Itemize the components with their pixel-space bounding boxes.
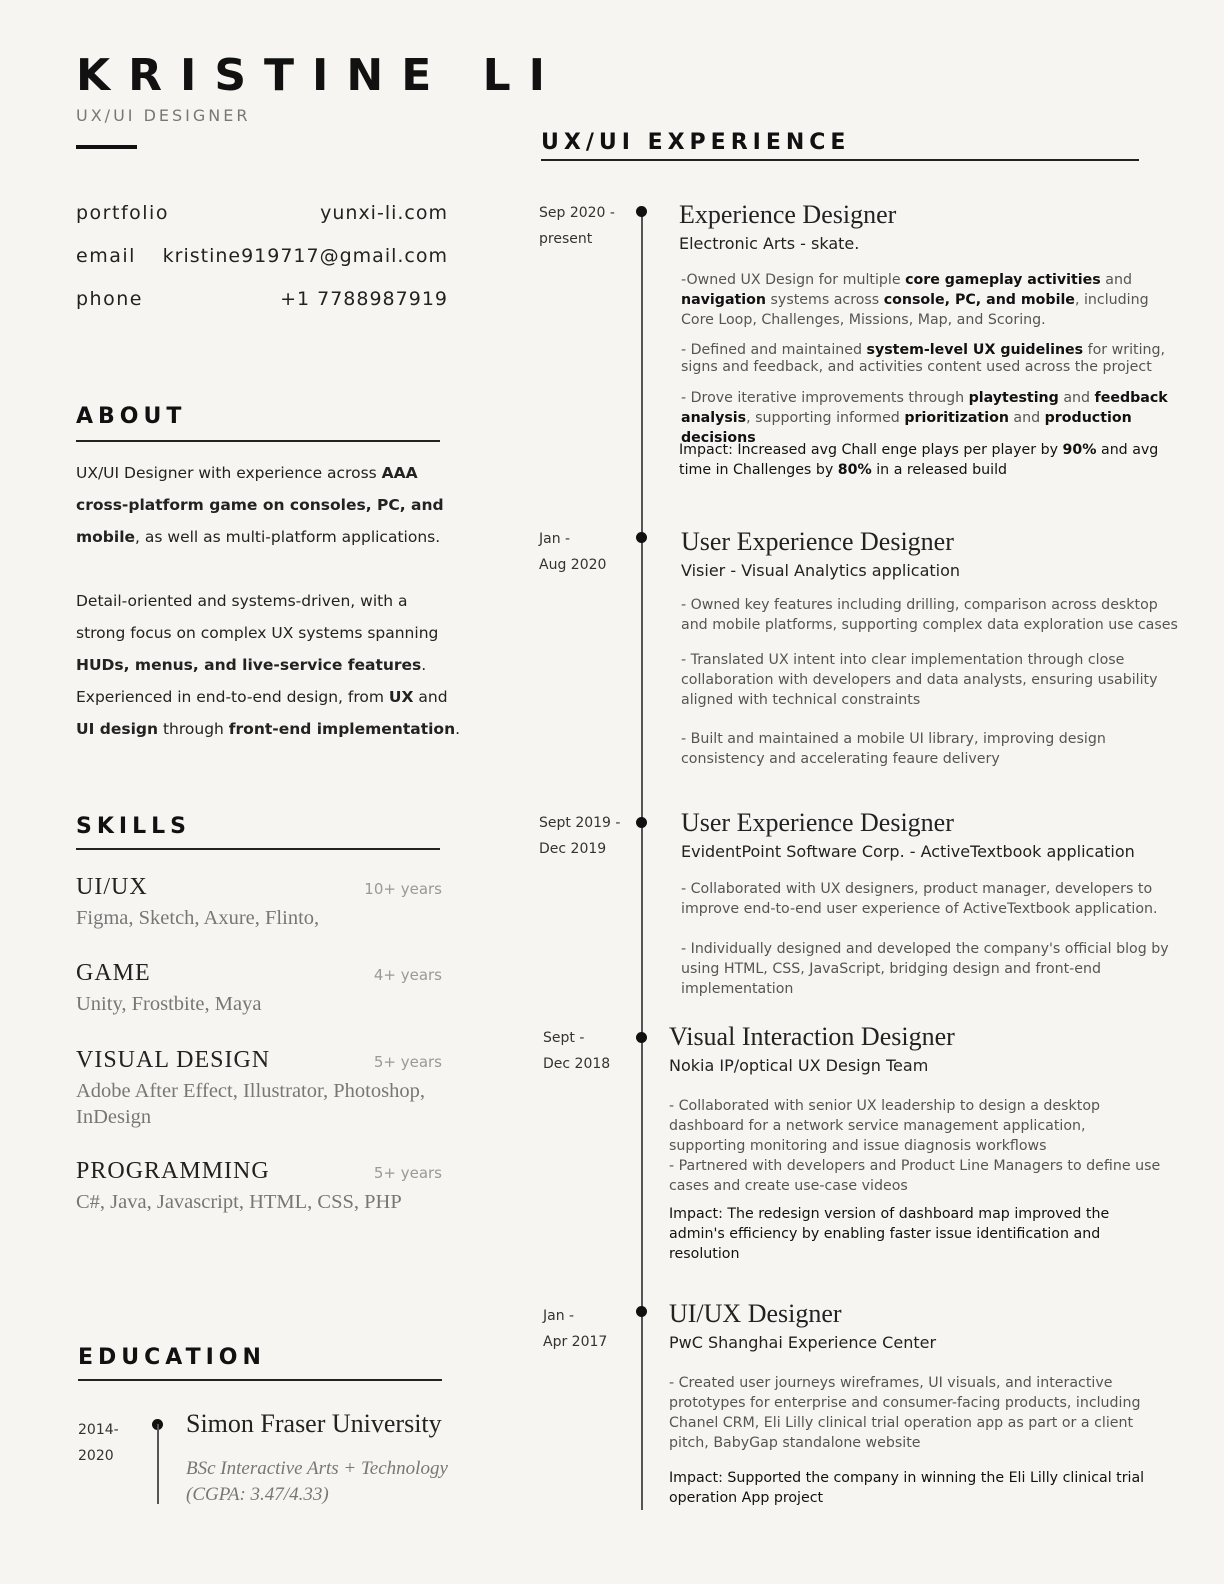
job-title: Visual Interaction Designer: [669, 1022, 955, 1051]
job-date: Sept 2019 - Dec 2019: [539, 815, 621, 857]
contact-label: phone: [76, 288, 143, 310]
skills-divider: [76, 848, 440, 850]
job-entry: [681, 808, 1186, 861]
skill-name: PROGRAMMING: [76, 1158, 270, 1184]
job-bullet: - Collaborated with UX designers, product manager, developers to improve end-to-end user experience of ActiveTextbook application.: [681, 881, 1158, 917]
about-heading: ABOUT: [76, 404, 187, 429]
job-bullet: - Individually designed and developed the company's official blog by using HTML, CSS, JavaScript, bridging design and front-end implementation: [681, 941, 1169, 997]
job-impact: Impact: Supported the company in winning the Eli Lilly clinical trial operation App project: [669, 1470, 1145, 1506]
skill-years: 5+ years: [373, 1164, 442, 1182]
company-name: EvidentPoint Software Corp. - ActiveTextbook application: [681, 842, 1135, 861]
job-bullet: - Created user journeys wireframes, UI visuals, and interactive prototypes for enterprise and consumer-facing products, including Chanel CRM, Eli Lilly clinical trial operation app as part or a client pitch, BabyGap standalone website: [669, 1375, 1141, 1451]
job-date: Jan - Aug 2020: [539, 531, 607, 573]
skill-name: GAME: [76, 960, 151, 986]
job-bullets: [669, 1096, 1164, 1196]
job-entry: [669, 1299, 1184, 1352]
job-bullet: -Owned UX Design for multiple core gameplay activities and navigation systems across console, PC, and mobile, including Core Loop, Challenges, Missions, Map, and Scoring.: [681, 272, 1149, 328]
skill-tools: Figma, Sketch, Axure, Flinto,: [76, 907, 320, 929]
timeline-dot: [636, 1306, 647, 1317]
about-paragraph-2: Detail-oriented and systems-driven, with a strong focus on complex UX systems spanning HUDs, menus, and live-service features. Experienced in end-to-end design, from UX and UI design through front-end implementation.: [76, 592, 461, 738]
skill-item: [76, 1158, 442, 1215]
education-date: 2014- 2020: [78, 1422, 119, 1464]
company-name: Electronic Arts - skate.: [679, 234, 860, 253]
job-impact: Impact: The redesign version of dashboard map improved the admin's efficiency by enabling faster issue identification and resolution: [669, 1206, 1110, 1262]
skill-name: VISUAL DESIGN: [76, 1047, 271, 1073]
job-bullet: - Built and maintained a mobile UI library, improving design consistency and accelerating feaure delivery: [681, 731, 1106, 767]
skill-tools: Adobe After Effect, Illustrator, Photoshop, InDesign: [76, 1080, 425, 1128]
experience-divider: [541, 159, 1139, 161]
job-bullets: [669, 1373, 1149, 1453]
timeline-dot: [636, 532, 647, 543]
skill-years: 5+ years: [373, 1053, 442, 1071]
job-date: Sep 2020 - present: [539, 205, 615, 247]
company-name: PwC Shanghai Experience Center: [669, 1333, 937, 1352]
education-heading: EDUCATION: [78, 1345, 266, 1370]
job-bullet: - Defined and maintained system-level UX guidelines for writing, signs and feedback, and activities content used across the project: [681, 342, 1166, 375]
timeline-dot: [636, 206, 647, 217]
job-entry: [669, 1022, 1184, 1075]
contact-email[interactable]: [76, 245, 448, 267]
timeline-dot: [636, 817, 647, 828]
skill-tools: C#, Java, Javascript, HTML, CSS, PHP: [76, 1191, 402, 1213]
job-impact: Impact: Increased avg Chall enge plays per player by 90% and avg time in Challenges by 80% in a released build: [679, 442, 1159, 478]
timeline-line: [157, 1424, 159, 1504]
skill-years: 10+ years: [364, 880, 442, 898]
skill-item: [76, 960, 442, 1017]
job-bullet: - Owned key features including drilling, comparison across desktop and mobile platforms, supporting complex data exploration use cases: [681, 597, 1178, 633]
skill-name: UI/UX: [76, 874, 148, 900]
job-date: Sept - Dec 2018: [543, 1030, 611, 1072]
job-entry: [681, 527, 1186, 580]
job-entry: [679, 200, 1184, 253]
resume-name: KRISTINE LI: [76, 50, 564, 101]
job-title: User Experience Designer: [681, 808, 954, 837]
email-link[interactable]: kristine919717@gmail.com: [162, 245, 448, 267]
job-bullet: - Partnered with developers and Product Line Managers to define use cases and create use-case videos: [669, 1158, 1161, 1194]
company-name: Visier - Visual Analytics application: [681, 561, 961, 580]
job-bullet: - Collaborated with senior UX leadership to design a desktop dashboard for a network service management application, supporting monitoring and issue diagnosis workflows: [669, 1098, 1101, 1154]
job-bullets: [681, 270, 1184, 448]
job-date: Jan - Apr 2017: [543, 1308, 608, 1350]
portfolio-link[interactable]: yunxi-li.com: [320, 202, 448, 224]
contact-phone[interactable]: [76, 288, 448, 310]
job-bullets: [681, 595, 1184, 769]
skills-heading: SKILLS: [76, 814, 191, 839]
job-title: UI/UX Designer: [669, 1299, 842, 1328]
about-paragraph-1: UX/UI Designer with experience across AAA cross-platform game on consoles, PC, and mobile, as well as multi-platform applications.: [76, 464, 444, 546]
contact-label: email: [76, 245, 136, 267]
name-underline: [76, 145, 137, 149]
skill-years: 4+ years: [373, 966, 442, 984]
resume-role: UX/UI DESIGNER: [76, 106, 251, 125]
degree: BSc Interactive Arts + Technology (CGPA: 3.47/4.33): [186, 1458, 448, 1505]
phone-link[interactable]: +1 7788987919: [280, 288, 448, 310]
skill-item: [76, 1047, 442, 1130]
school-name: Simon Fraser University: [186, 1409, 442, 1438]
job-bullet: - Drove iterative improvements through playtesting and feedback analysis, supporting informed prioritization and production decisions: [681, 390, 1168, 446]
company-name: Nokia IP/optical UX Design Team: [669, 1056, 929, 1075]
job-title: User Experience Designer: [681, 527, 954, 556]
experience-heading: UX/UI EXPERIENCE: [541, 130, 851, 155]
job-bullet: - Translated UX intent into clear implementation through close collaboration with developers and data analysts, ensuring usability aligned with technical constraints: [681, 652, 1158, 708]
education-divider: [78, 1379, 442, 1381]
contact-portfolio[interactable]: [76, 202, 448, 224]
job-title: Experience Designer: [679, 200, 897, 229]
skill-tools: Unity, Frostbite, Maya: [76, 993, 262, 1015]
job-bullets: [681, 879, 1184, 997]
about-divider: [76, 440, 440, 442]
skill-item: [76, 874, 442, 931]
timeline-dot: [636, 1032, 647, 1043]
contact-label: portfolio: [76, 202, 169, 224]
